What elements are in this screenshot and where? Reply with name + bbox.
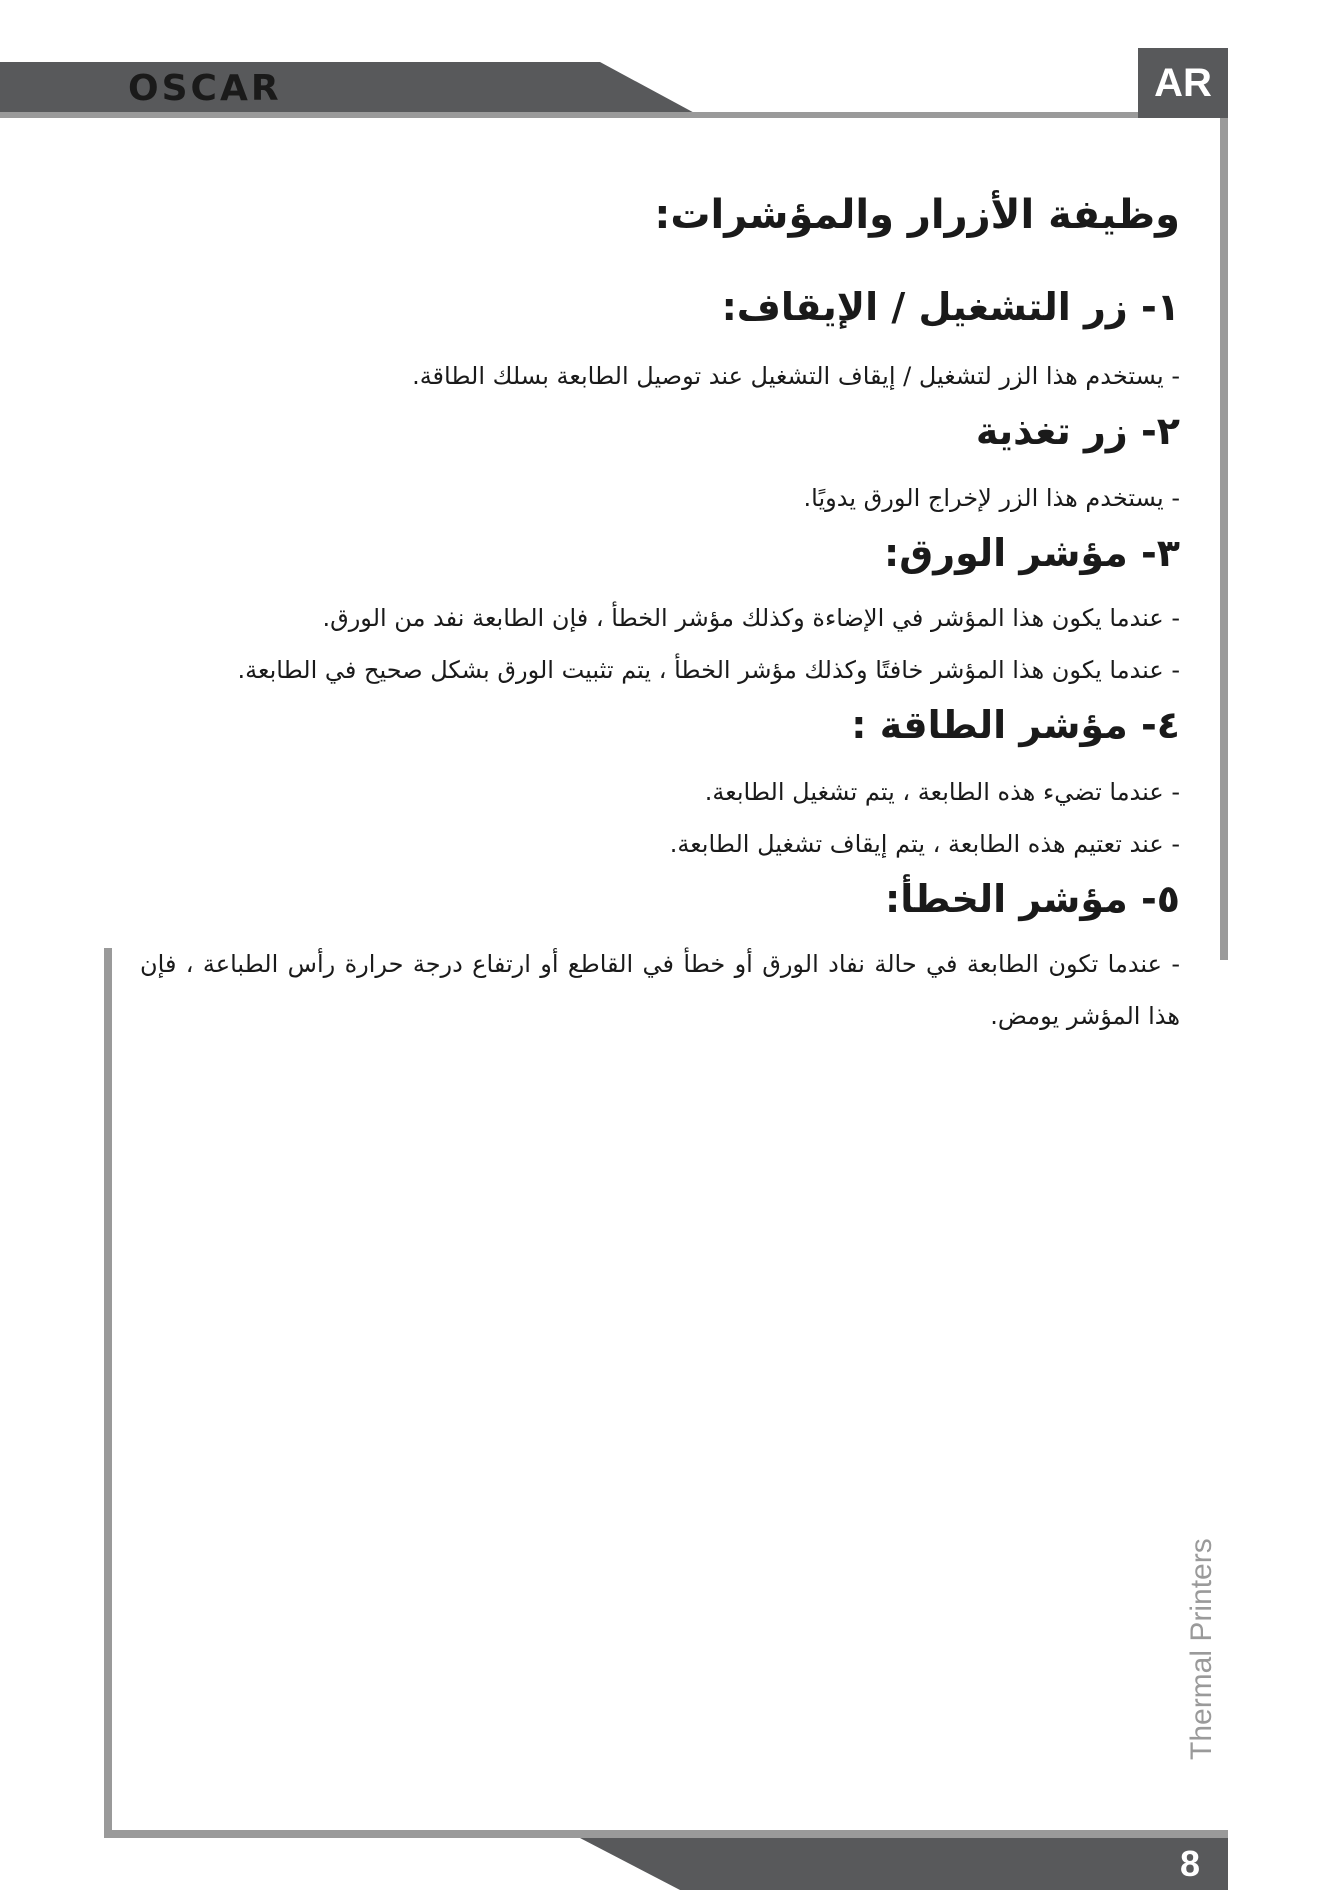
- section-title-power-button: ١- زر التشغيل / الإيقاف:: [721, 285, 1180, 329]
- section-title-paper-indicator: ٣- مؤشر الورق:: [884, 531, 1180, 575]
- page-title: وظيفة الأزرار والمؤشرات:: [654, 192, 1180, 238]
- section-title-power-indicator: ٤- مؤشر الطاقة :: [851, 703, 1180, 747]
- section-title-error-indicator: ٥- مؤشر الخطأ:: [885, 877, 1180, 921]
- page-number: 8: [1179, 1843, 1201, 1884]
- language-badge: AR: [1138, 48, 1228, 118]
- header-bar: [0, 62, 700, 116]
- page-content: [140, 180, 1180, 1042]
- footer-bar: [580, 1838, 1228, 1890]
- section-text-power-button: - يستخدم هذا الزر لتشغيل / إيقاف التشغيل عند توصيل الطابعة بسلك الطاقة.: [412, 362, 1180, 390]
- section-text-feed-button: - يستخدم هذا الزر لإخراج الورق يدويًا.: [803, 484, 1180, 512]
- section-text-paper-indicator-2: - عندما يكون هذا المؤشر خافتًا وكذلك مؤشر الخطأ ، يتم تثبيت الورق بشكل صحيح في الطابعة.: [237, 656, 1180, 684]
- section-text-power-indicator-2: - عند تعتيم هذه الطابعة ، يتم إيقاف تشغيل الطابعة.: [669, 830, 1180, 858]
- right-frame-rule: [1220, 118, 1228, 960]
- brand-logo: OSCAR: [128, 68, 282, 109]
- section-text-error-indicator: - عندما تكون الطابعة في حالة نفاد الورق أو خطأ في القاطع أو ارتفاع درجة حرارة رأس الطباعة ، فإن هذا المؤشر يومض.: [140, 950, 1180, 1030]
- section-text-paper-indicator-1: - عندما يكون هذا المؤشر في الإضاءة وكذلك مؤشر الخطأ ، فإن الطابعة نفد من الورق.: [322, 604, 1180, 632]
- section-title-feed-button: ٢- زر تغذية: [975, 409, 1180, 453]
- left-frame-rule: [104, 948, 112, 1836]
- side-category-label: Thermal Printers: [1185, 1538, 1218, 1760]
- section-text-power-indicator-1: - عندما تضيء هذه الطابعة ، يتم تشغيل الطابعة.: [704, 778, 1180, 806]
- bottom-frame-rule: [104, 1830, 1228, 1838]
- header-rule: [0, 112, 1180, 118]
